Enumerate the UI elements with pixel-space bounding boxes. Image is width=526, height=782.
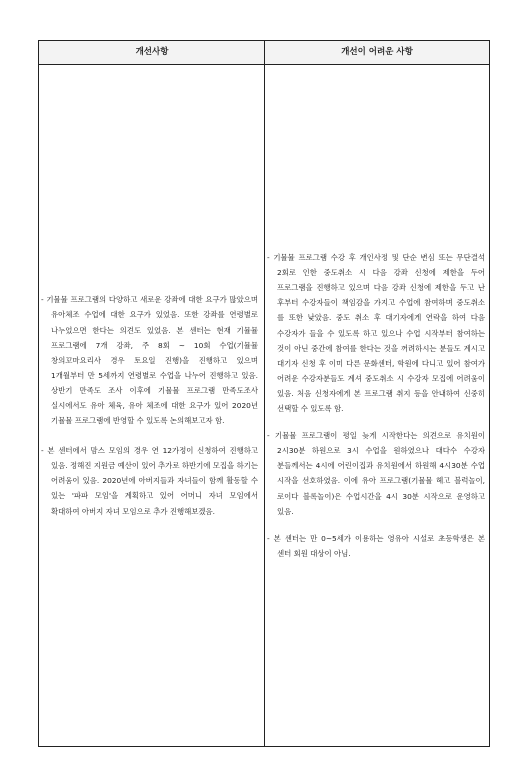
spacer [41, 428, 258, 443]
difficult-item: - 기뮬뮬 프로그램 수강 후 개인사정 및 단순 변심 또는 무단결석 2회로 인한 중도취소 시 다음 강좌 신청에 제한을 두어 프로그램을 진행하고 있으며 다음 강좌 신청에 제한을 두고 난 후부터 수강자들이 책임감을 가지고 수업에 참여하며 중도취소 를 또한 낮았음. 중도 취소 후 대기자에게 연락을 하여 다음 수강자가 들을 수 있도록 하고 있으나 수업 시작부터 참여하는 것이 아닌 중간에 참여를 한다는 것을 꺼려하시는 분들도 계시고 대기자 신청 후 이미 다른 문화센터, 학원에 다니고 있어 참여가 어려운 수강자분들도 계셔 중도취소 시 수강자 모집에 어려움이 있음. 처음 신청자에게 본 프로그램 취지 등을 안내하여 신중히 선택할 수 있도록 함. [267, 253, 485, 414]
difficult-item: - 기뮬뮬 프로그램이 평일 늦게 시작한다는 의견으로 유치원이 2시30분 하원으로 3시 수업을 원하였으나 대다수 수강자 분들께서는 4시에 어린이집과 유치원에서 하원해 4시30분 수업 시작을 선호하였음. 이에 유아 프로그램(기뮬뮬 헤고 블럭놀이, 로이다 블록놀이)은 수업시간을 4시 30분 시작으로 운영하고 있음. [267, 431, 485, 516]
difficult-improvements-column [265, 65, 489, 746]
header-improvements: 개선사항 [135, 47, 169, 57]
improvements-column [39, 65, 264, 746]
improvement-item: - 본 센터에서 맘스 모임의 경우 연 12가정이 신청하여 진행하고 있음. 정해진 지원금 예산이 있어 추가로 하반기에 모집을 하기는 어려움이 있음. 2020년에 아버지들과 자녀들이 함께 활동할 수 있는 '파파 모임'을 계획하고 있어 어머니 자녀 모임에서 확대하여 아버지 자녀 모임으로 추가 진행해보겠음. [41, 446, 258, 516]
header-difficult-improvements: 개선이 어려운 사항 [341, 47, 413, 57]
feedback-table [38, 40, 490, 747]
spacer [267, 416, 485, 428]
spacer [267, 519, 485, 531]
improvement-item: - 기뮬뮬 프로그램의 다양하고 새로운 강좌에 대한 요구가 많았으며 유아체조 수업에 대한 요구가 있었음. 또한 강좌를 연령별로 나누었으면 한다는 의견도 있었음. 본 센터는 현재 기뮬뮬 프로그램에 7개 강좌, 주 8회 ~ 10회 수업(기뮬뮬 창의꼬마요리사 경우 토요일 진행)을 진행하고 있으며 1개월부터 만 5세까지 연령별로 수업을 나누어 진행하고 있음. 상반기 만족도 조사 이후에 기뮬뮬 프로그램 만족도조사 실시에서도 유아 체육, 유아 체조에 대한 요구가 있어 2020년 기뮬뮬 프로그램에 반영할 수 있도록 논의해보고자 함. [41, 295, 258, 426]
difficult-item: - 본 센터는 만 0~5세가 이용하는 영유아 시설로 초등학생은 본 센터 회원 대상이 아님. [267, 533, 485, 558]
